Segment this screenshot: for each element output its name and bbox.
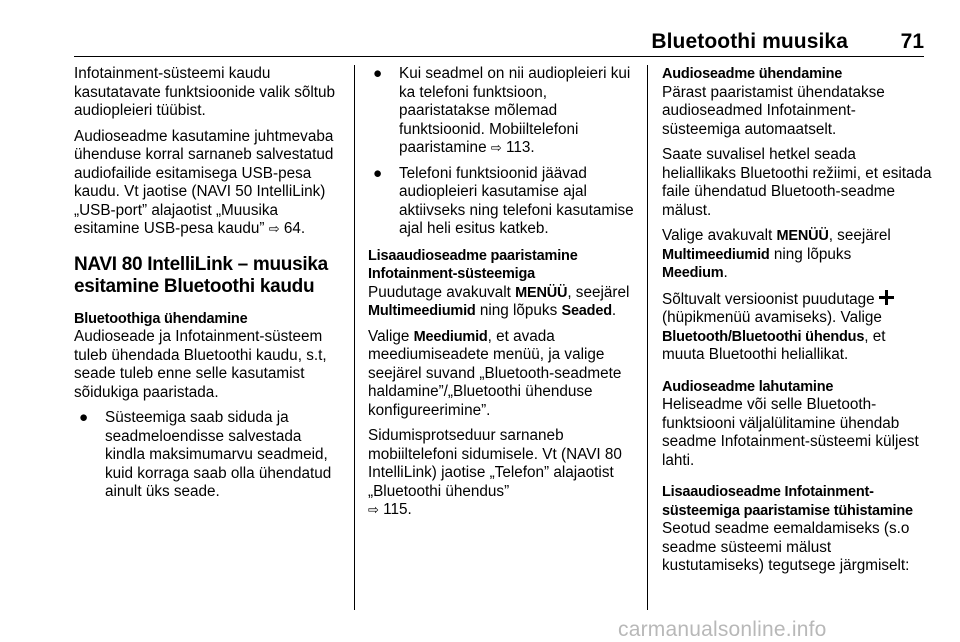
page-ref: 113. xyxy=(505,139,535,156)
bullet-list-2 xyxy=(368,65,638,239)
column-3 xyxy=(662,65,932,583)
menu-term: MENÜÜ xyxy=(776,228,829,244)
paragraph-pairing: Audioseade ja Infotainment-süsteem tuleb ühendada Bluetoothi kaudu, s.t, seade tuleb enne selle kasutamist sõidukiga paaristada. xyxy=(74,328,327,401)
paragraph-popup: Sõltuvalt versioonist puudutage (hüpikmenüü avamiseks). Valige Bluetooth/Bluetoothi ühendus, et muuta Bluetoothi heliallikat. xyxy=(662,290,932,365)
multimedia-term: Multimeediumid xyxy=(662,246,770,263)
section-heading: NAVI 80 IntelliLink – muusika esitamine Bluetoothi kaudu xyxy=(74,253,328,297)
subheading-unpair: Lisaaudioseadme Infotainment-süsteemiga paaristamise tühistamine xyxy=(662,484,913,519)
page-ref-arrow-icon: ⇨ xyxy=(368,502,379,517)
settings-term: Seaded xyxy=(561,303,612,319)
paragraph-usage: Audioseadme kasutamine juhtmevaba ühenduse korral sarnaneb salvestatud audiofailide esitamisega USB-pesa kaudu. Vt jaotise (NAVI 50 IntelliLink) „USB-port” alajaotist „Muusika esitamine USB-pesa kaudu” ⇨ 64. xyxy=(74,127,334,237)
page-ref: 64. xyxy=(283,220,306,237)
paragraph-disconnect: Heliseadme või selle Bluetooth-funktsiooni väljalülitamine ühendab seadme Infotainment-süsteemi küljest lahti. xyxy=(662,396,919,469)
media-term: Meedium xyxy=(662,265,724,281)
paragraph-pairing-procedure: Sidumisprotseduur sarnaneb mobiiltelefoni sidumisele. Vt (NAVI 80 IntelliLink) jaotise „Telefon” alajaotist „Bluetoothi ühendus” ⇨ 115. xyxy=(368,427,622,518)
page-ref-arrow-icon: ⇨ xyxy=(268,221,280,236)
multimedia-term: Multimeediumid xyxy=(368,303,476,319)
plus-icon xyxy=(879,290,894,305)
bullet-icon: ● xyxy=(373,65,383,82)
subheading-connect-audio: Audioseadme ühendamine xyxy=(662,66,843,82)
subheading-disconnect: Audioseadme lahutamine xyxy=(662,378,834,395)
column-2 xyxy=(368,65,638,527)
list-item: ● Telefoni funktsioonid jäävad audiopleieri kasutamise ajal aktiivseks ning telefoni kasutamise ajal heli esitus katkeb. xyxy=(373,164,634,237)
page-number: 71 xyxy=(900,30,924,53)
bullet-icon: ● xyxy=(79,409,89,426)
paragraph-pairing-steps: Puudutage avakuvalt MENÜÜ, seejärel Multimeediumid ning lõpuks Seaded. xyxy=(368,283,630,319)
watermark: carmanualsonline.info xyxy=(618,618,827,641)
page-ref-arrow-icon: ⇨ xyxy=(490,140,502,155)
paragraph-media-settings: Valige Meediumid, et avada meediumiseadete menüü, ja valige seejärel suvand „Bluetooth-seadmete haldamine”/„Bluetoothi ühenduse konfigureerimine”. xyxy=(368,327,622,419)
paragraph-unpair: Seotud seadme eemaldamiseks (s.o seadme süsteemi mälust kustutamiseks) tegutsege järgmiselt: xyxy=(662,520,910,574)
column-divider-1 xyxy=(354,65,355,610)
column-divider-2 xyxy=(647,65,648,610)
list-item: ● Kui seadmel on nii audiopleieri kui ka telefoni funktsioon, paaristatakse mõlemad funktsioonid. Mobiiltelefoni paaristamine ⇨ 113. xyxy=(373,65,631,156)
paragraph-auto-connect: Pärast paaristamist ühendatakse audioseadmed Infotainment-süsteemiga automaatselt. xyxy=(662,83,885,138)
media-term: Meediumid xyxy=(413,328,488,345)
page-ref: 115. xyxy=(383,501,412,518)
subheading-bluetooth-connect: Bluetoothiga ühendamine xyxy=(74,310,248,327)
bullet-icon: ● xyxy=(373,164,383,182)
column-1 xyxy=(74,65,344,510)
paragraph-intro: Infotainment-süsteemi kaudu kasutatavate funktsioonide valik sõltub audiopleieri tüübist. xyxy=(74,65,336,119)
list-item: ● Süsteemiga saab siduda ja seadmeloendisse salvestada kindla maksimumarvu seadmeid, kuid korraga saab olla ühendatud ainult üks seade. xyxy=(79,409,332,500)
bluetooth-connection-term: Bluetooth/Bluetoothi ühendus xyxy=(662,328,865,345)
menu-term: MENÜÜ xyxy=(515,284,568,301)
subheading-pairing: Lisaaudioseadme paaristamine Infotainment-süsteemiga xyxy=(368,247,578,282)
paragraph-select-media: Valige avakuvalt MENÜÜ, seejärel Multimeediumid ning lõpuks Meedium. xyxy=(662,227,891,281)
header-title: Bluetoothi muusika xyxy=(651,30,848,53)
bullet-list-1 xyxy=(74,409,344,502)
paragraph-audio-source: Saate suvalisel hetkel seada heliallikaks Bluetoothi režiimi, et esitada faile ühendatud Bluetooth-seadme mälust. xyxy=(662,146,932,219)
page-header xyxy=(74,30,924,57)
